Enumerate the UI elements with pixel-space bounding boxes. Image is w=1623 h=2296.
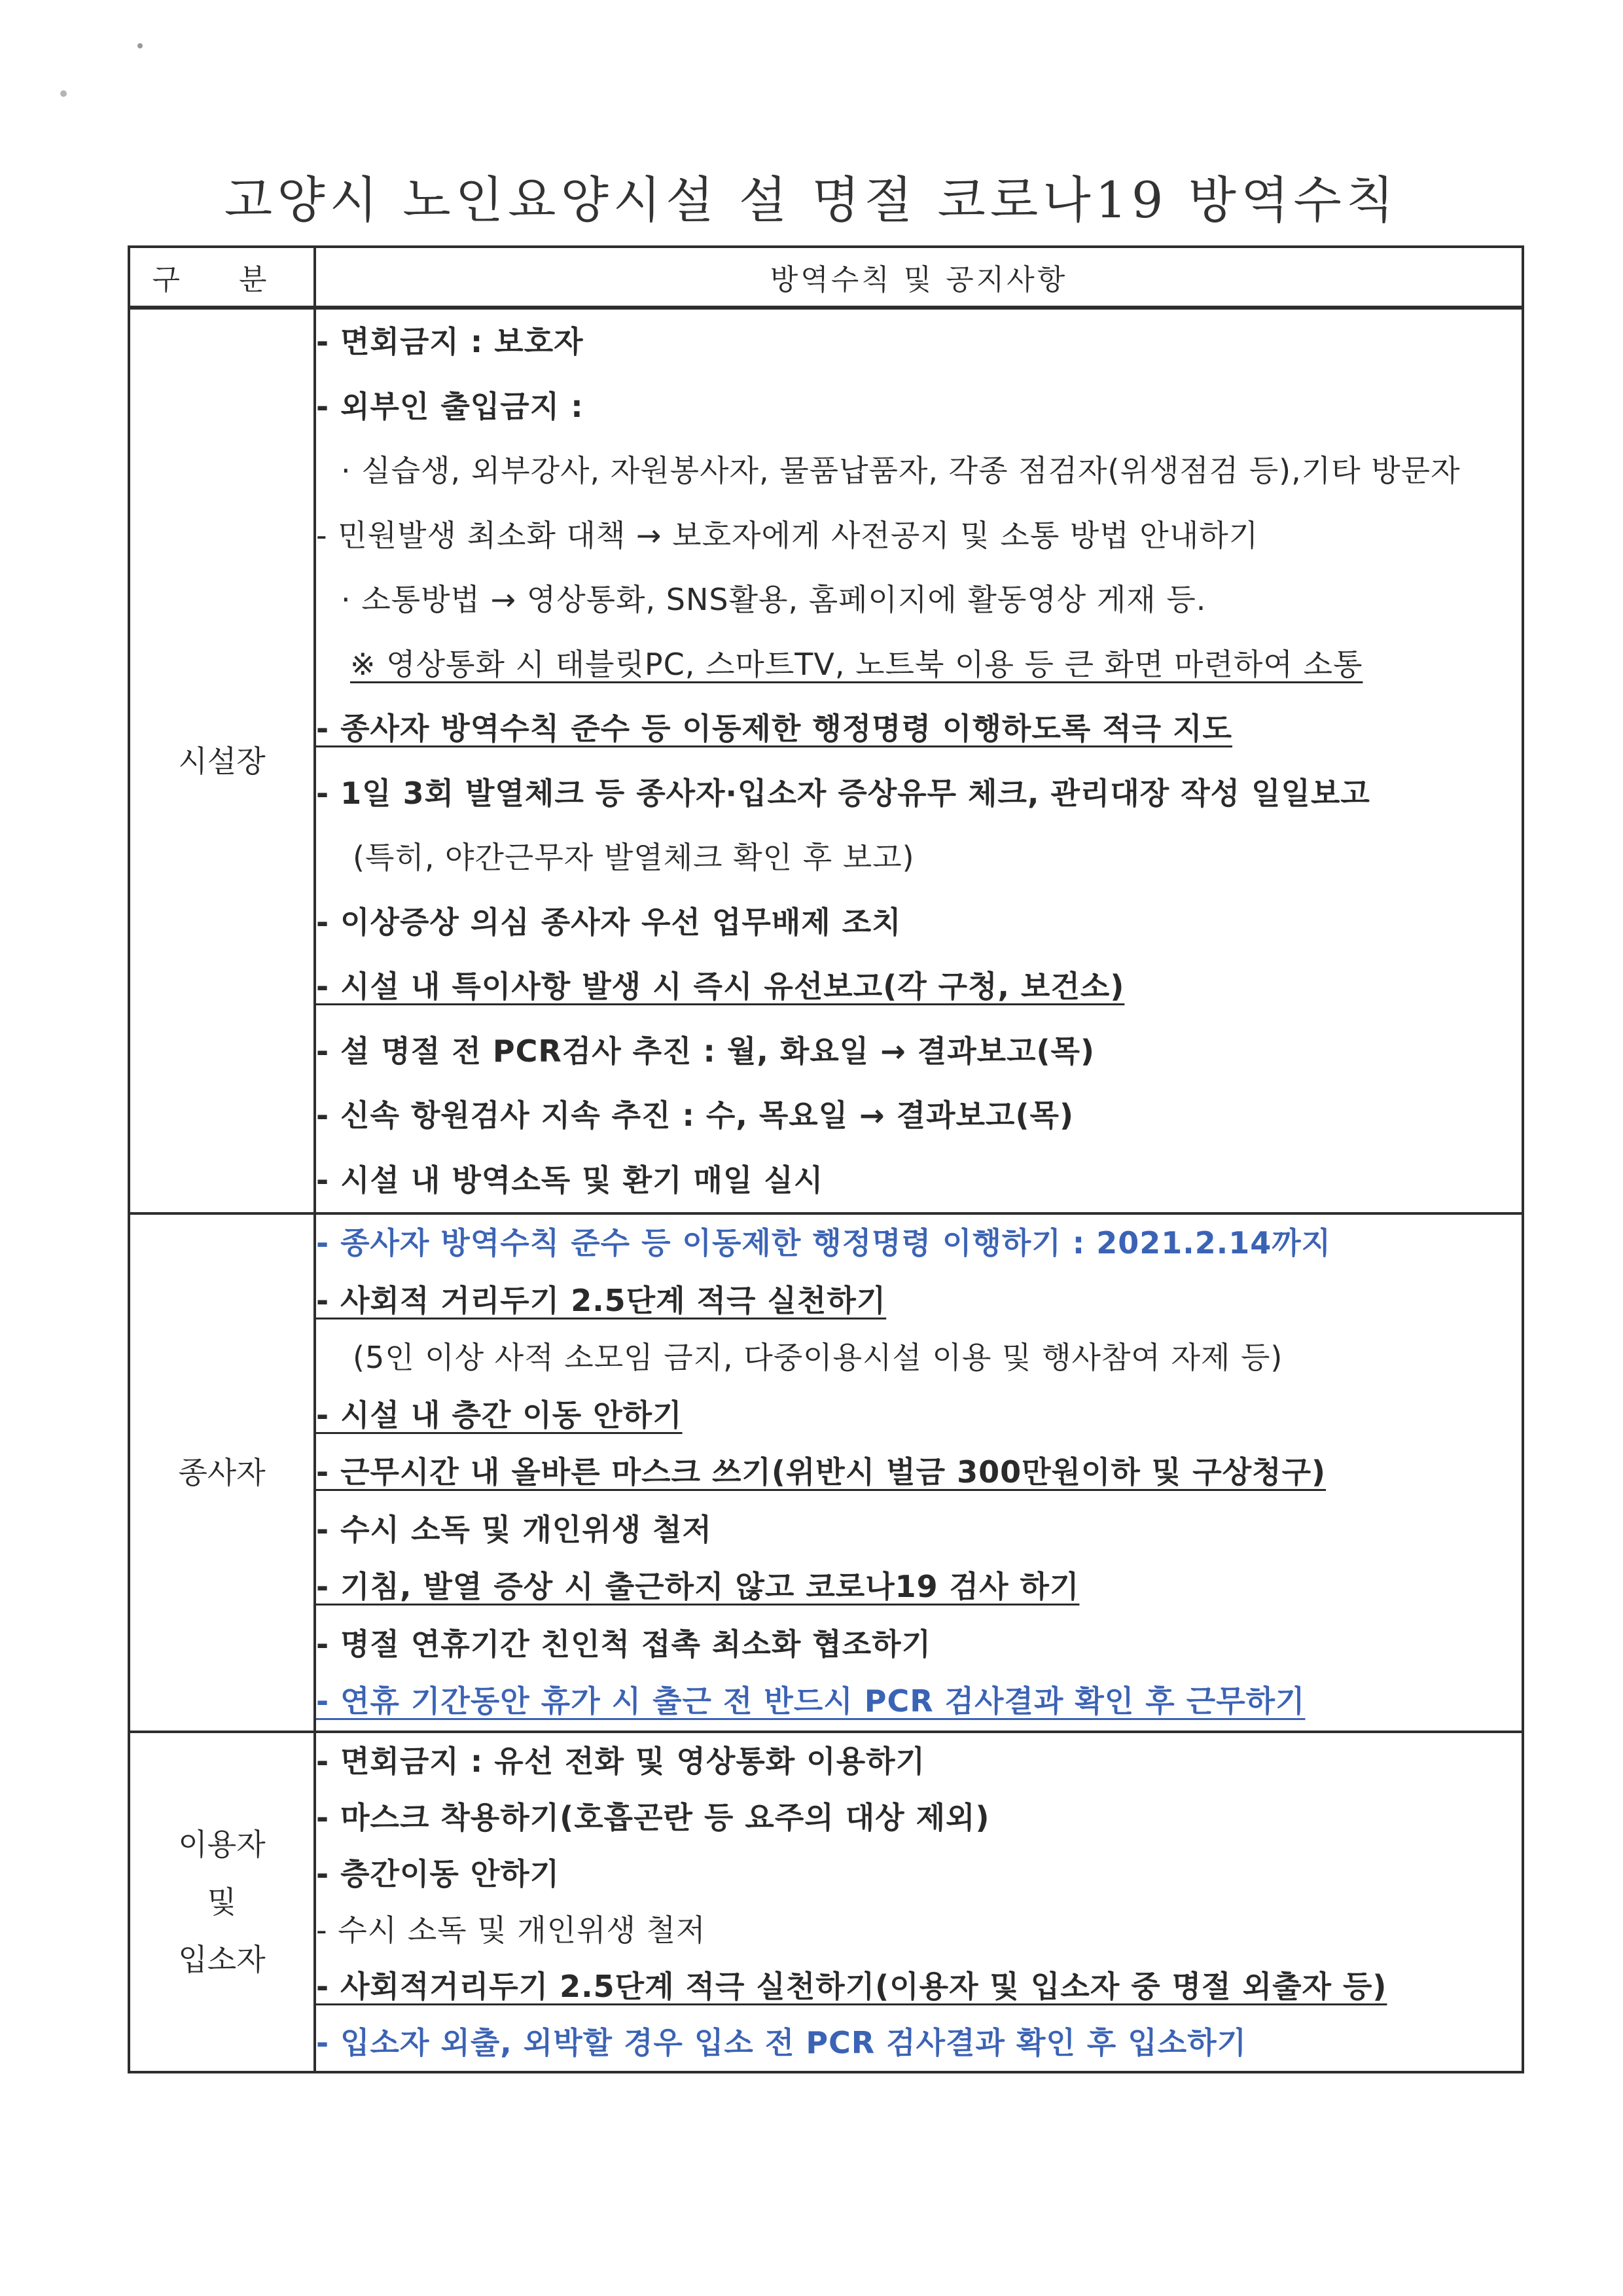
list-item: - 면회금지 : 유선 전화 및 영상통화 이용하기 <box>316 1743 926 1779</box>
section-content <box>315 1213 1523 1732</box>
category-label-line: 입소자 <box>178 1941 266 1977</box>
list-item: - 설 명절 전 PCR검사 추진 : 월, 화요일 → 결과보고(목) <box>316 1033 1096 1069</box>
list-item: - 사회적 거리두기 2.5단계 적극 실천하기 <box>316 1282 887 1318</box>
list-item: - 면회금지 : 보호자 <box>316 324 584 359</box>
category-label-line: 및 <box>207 1884 237 1920</box>
list-item: - 층간이동 안하기 <box>316 1856 560 1892</box>
list-item: - 종사자 방역수칙 준수 등 이동제한 행정명령 이행하기 : 2021.2.14까지 <box>316 1225 1332 1261</box>
category-label: 시설장 <box>129 308 315 1213</box>
document-title: 고양시 노인요양시설 설 명절 코로나19 방역수칙 <box>224 171 1399 229</box>
list-item: - 시설 내 층간 이동 안하기 <box>316 1397 683 1433</box>
header-category: 구 분 <box>129 247 315 308</box>
list-item: - 명절 연휴기간 친인척 접촉 최소화 협조하기 <box>316 1626 932 1662</box>
section-staff <box>129 1213 1523 1732</box>
list-item: - 사회적거리두기 2.5단계 적극 실천하기(이용자 및 입소자 중 명절 외출자 등) <box>316 1968 1387 2004</box>
section-facility-head <box>129 308 1523 1213</box>
list-item: (특히, 야간근무자 발열체크 확인 후 보고) <box>353 840 915 875</box>
list-item: - 이상증상 의심 종사자 우선 업무배제 조치 <box>316 904 902 940</box>
list-item: · 실습생, 외부강사, 자원봉사자, 물품납품자, 각종 점검자(위생점검 등),기타 방문자 <box>341 453 1461 488</box>
category-label: 종사자 <box>129 1213 315 1732</box>
list-item: - 수시 소독 및 개인위생 철저 <box>316 1511 712 1547</box>
list-item: - 수시 소독 및 개인위생 철저 <box>316 1912 706 1948</box>
section-content <box>315 1732 1523 2072</box>
section-content <box>315 308 1523 1213</box>
scan-speck <box>137 43 143 48</box>
scan-speck <box>60 90 67 97</box>
quarantine-rules-table <box>128 245 1524 2073</box>
category-label-line: 이용자 <box>178 1826 266 1862</box>
table-header-row <box>129 247 1523 308</box>
list-item: - 연휴 기간동안 휴가 시 출근 전 반드시 PCR 검사결과 확인 후 근무하기 <box>316 1683 1306 1719</box>
category-label <box>129 1732 315 2072</box>
list-item: - 민원발생 최소화 대책 → 보호자에게 사전공지 및 소통 방법 안내하기 <box>316 517 1259 553</box>
list-item: · 소통방법 → 영상통화, SNS활용, 홈페이지에 활동영상 게재 등. <box>341 582 1207 617</box>
list-item: (5인 이상 사적 소모임 금지, 다중이용시설 이용 및 행사참여 자제 등) <box>353 1340 1283 1375</box>
list-item: - 외부인 출입금지 : <box>316 388 584 424</box>
list-item: - 시설 내 특이사항 발생 시 즉시 유선보고(각 구청, 보건소) <box>316 969 1125 1004</box>
list-item: - 근무시간 내 올바른 마스크 쓰기(위반시 벌금 300만원이하 및 구상청구) <box>316 1454 1327 1490</box>
list-item: - 1일 3회 발열체크 등 종사자·입소자 증상유무 체크, 관리대장 작성 일일보고 <box>316 775 1370 811</box>
list-item: - 신속 항원검사 지속 추진 : 수, 목요일 → 결과보고(목) <box>316 1098 1074 1133</box>
list-item: - 종사자 방역수칙 준수 등 이동제한 행정명령 이행하도록 적극 지도 <box>316 711 1232 746</box>
list-item: - 기침, 발열 증상 시 출근하지 않고 코로나19 검사 하기 <box>316 1569 1080 1604</box>
list-item: ※ 영상통화 시 태블릿PC, 스마트TV, 노트북 이용 등 큰 화면 마련하여 소통 <box>350 646 1363 682</box>
section-residents <box>129 1732 1523 2072</box>
list-item: - 마스크 착용하기(호흡곤란 등 요주의 대상 제외) <box>316 1799 990 1835</box>
header-content: 방역수칙 및 공지사항 <box>315 247 1523 308</box>
list-item: - 입소자 외출, 외박할 경우 입소 전 PCR 검사결과 확인 후 입소하기 <box>316 2024 1247 2060</box>
list-item: - 시설 내 방역소독 및 환기 매일 실시 <box>316 1162 824 1198</box>
